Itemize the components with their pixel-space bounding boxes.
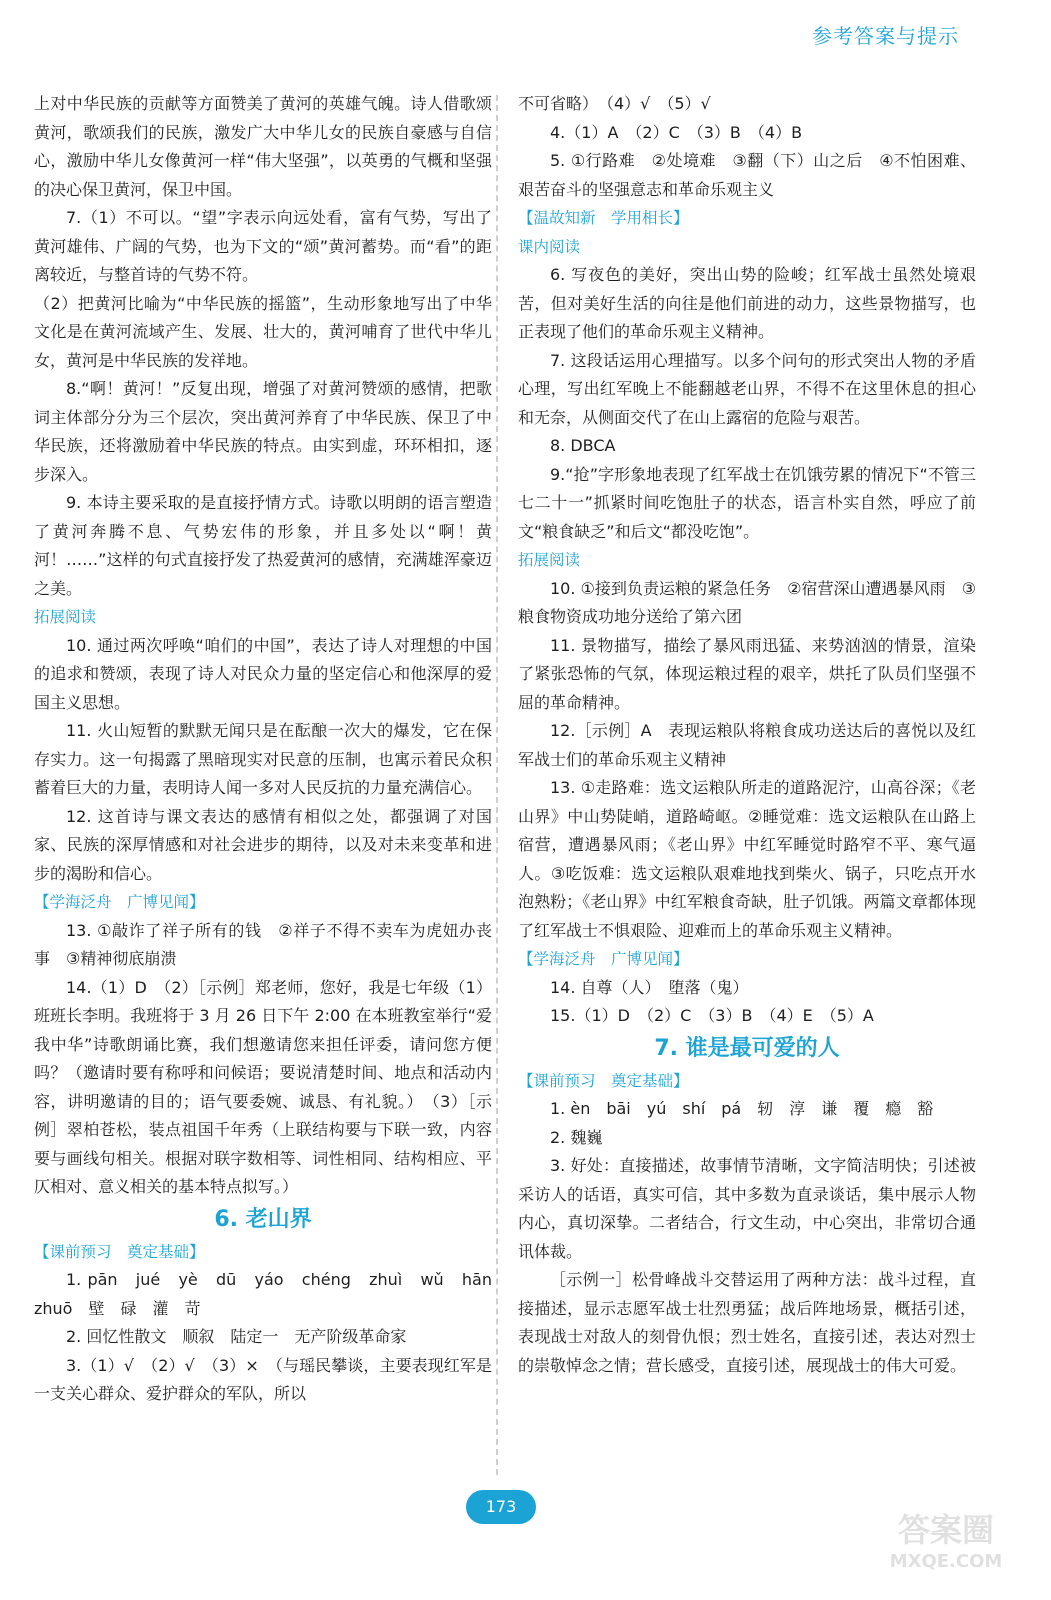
page-number: 173: [466, 1490, 536, 1524]
left-column: [34, 90, 509, 1409]
section-label: 课内阅读: [518, 237, 581, 256]
answer-paragraph: 8.“啊！黄河！”反复出现，增强了对黄河赞颂的感情，把歌词主体部分分为三个层次，突出黄河养育了中华民族、保卫了中华民族，还将激励着中华民族的特点。由实到虚，环环相扣，逐步深入。: [34, 379, 492, 484]
answer-paragraph: 11. 火山短暂的默默无闻只是在酝酿一次大的爆发，它在保存实力。这一句揭露了黑暗现实对民意的压制，也寓示着民众积蓄着巨大的力量，表明诗人闻一多对人民反抗的力量充满信心。: [34, 721, 492, 797]
section-label: 拓展阅读: [518, 551, 581, 569]
answer-paragraph: 13. ①走路难：选文运粮队所走的道路泥泞，山高谷深；《老山界》中山势陡峭，道路崎岖。②睡觉难：选文运粮队在山路上宿营，遭遇暴风雨；《老山界》中红军睡觉时路窄不平、寒气逼人。③吃饭难：选文运粮队艰难地找到柴火、锅子，只吃点开水泡熟粉；《老山界》中红军粮食奇缺，肚子饥饿。两篇文章都体现了红军战士不惧艰险、迎难而上的革命乐观主义精神。: [518, 778, 976, 940]
answer-paragraph: 15.（1）D （2）C （3）B （4）E （5）A: [550, 1006, 874, 1025]
right-column: [518, 90, 976, 1380]
answer-paragraph: 2. 回忆性散文 顺叙 陆定一 无产阶级革命家: [66, 1327, 407, 1346]
continued-paragraph: （2）把黄河比喻为“中华民族的摇篮”，生动形象地写出了中华文化是在黄河流域产生、发展、壮大的，黄河哺育了世代中华儿女，黄河是中华民族的发祥地。: [34, 293, 492, 370]
answer-paragraph: 3.（1）√ （2）√ （3）× （与瑶民攀谈，主要表现红军是一支关心群众、爱护群众的军队，所以: [34, 1355, 492, 1403]
answer-paragraph: 14.（1）D （2）［示例］郑老师，您好，我是七年级（1）班班长李明。我班将于 3 月 26 日下午 2:00 在本班教室举行“爱我中华”诗歌朗诵比赛，我们想邀请您来担任评委，请问您方便吗？（邀请时要有称呼和问候语；要说清楚时间、地点和活动内容，讲明邀请的目的；语气要委婉、诚恳、有礼貌。） （3）［示例］翠柏苍松，装点祖国千年秀（上联结构要与下联一致，内容要与画线句相关。根据对联字数相等、词性相同、结构相应、平仄相对、意义相关的基本特点拟写。）: [34, 977, 492, 1196]
answer-paragraph: 1. pān jué yè dū yáo chéng zhuì wǔ hān zhuō 壁 碌 灌 苛: [34, 1270, 509, 1318]
watermark-line1: 答案圈: [897, 1511, 994, 1549]
answer-paragraph: 8. DBCA: [550, 436, 616, 455]
watermark-logo: [871, 1510, 1021, 1580]
answer-paragraph: 13. ①敲诈了祥子所有的钱 ②祥子不得不卖车为虎妞办丧事 ③精神彻底崩溃: [34, 920, 492, 968]
answer-paragraph: 5. ①行路难 ②处境难 ③翻（下）山之后 ④不怕困难、艰苦奋斗的坚强意志和革命乐观主义: [518, 151, 976, 199]
answer-paragraph: 9. 本诗主要采取的是直接抒情方式。诗歌以明朗的语言塑造了黄河奔腾不息、气势宏伟的形象，并且多处以“啊！黄河！……”这样的句式直接抒发了热爱黄河的感情，充满雄浑豪迈之美。: [34, 493, 492, 598]
section-tag: 【课前预习 奠定基础】: [518, 1071, 689, 1090]
watermark-line2: MXQE.COM: [889, 1551, 1003, 1572]
lesson-title: 6. 老山界: [214, 1206, 312, 1232]
section-tag: 【学海泛舟 广博见闻】: [518, 950, 689, 968]
lesson-title: 7. 谁是最可爱的人: [654, 1035, 840, 1061]
answer-paragraph: 7. 这段话运用心理描写。以多个问句的形式突出人物的矛盾心理，写出红军晚上不能翻越老山界，不得不在这里休息的担心和无奈，从侧面交代了在山上露宿的危险与艰苦。: [518, 350, 976, 427]
answer-paragraph: 14. 自尊（人） 堕落（鬼）: [550, 977, 749, 997]
answer-paragraph: 9.“抢”字形象地表现了红军战士在饥饿劳累的情况下“不管三七二十一”抓紧时间吃饱肚子的状态，语言朴实自然，呼应了前文“粮食缺乏”和后文“都没吃饱”。: [518, 464, 976, 541]
section-tag: 【学海泛舟 广博见闻】: [34, 893, 205, 911]
answer-paragraph: 7.（1）不可以。“望”字表示向远处看，富有气势，写出了黄河雄伟、广阔的气势，也为下文的“颂”黄河蓄势。而“看”的距离较近，与整首诗的气势不符。: [34, 208, 492, 284]
answer-paragraph: 11. 景物描写，描绘了暴风雨迅猛、来势汹汹的情景，渲染了紧张恐怖的气氛，体现运粮过程的艰辛，烘托了队员们坚强不屈的革命精神。: [518, 635, 976, 712]
answer-paragraph: 6. 写夜色的美好，突出山势的险峻；红军战士虽然处境艰苦，但对美好生活的向往是他们前进的动力，这些景物描写，也正表现了他们的革命乐观主义精神。: [518, 265, 976, 341]
answer-paragraph: ［示例一］松骨峰战斗交替运用了两种方法：战斗过程，直接描述，显示志愿军战士壮烈勇猛；战后阵地场景，概括引述，表现战士对敌人的刻骨仇恨；烈士姓名，直接引述，表达对烈士的崇敬悼念之情；营长感受，直接引述，展现战士的伟大可爱。: [518, 1270, 976, 1375]
answer-paragraph: 1. èn bāi yú shí pá 轫 淳 谦 覆 瘾 豁: [550, 1099, 934, 1118]
answer-paragraph: 12.［示例］A 表现运粮队将粮食成功送达后的喜悦以及红军战士们的革命乐观主义精神: [518, 721, 976, 769]
header-title: 参考答案与提示: [812, 24, 959, 48]
answer-paragraph: 10. ①接到负责运粮的紧急任务 ②宿营深山遭遇暴风雨 ③粮食物资成功地分送给了第六团: [518, 578, 976, 626]
continued-paragraph: 上对中华民族的贡献等方面赞美了黄河的英雄气魄。诗人借歌颂黄河，歌颂我们的民族，激发广大中华儿女的民族自豪感与自信心，激励中华儿女像黄河一样“伟大坚强”，以英勇的气概和坚强的决心保卫黄河，保卫中国。: [34, 94, 492, 199]
answer-paragraph: 3. 好处：直接描述，故事情节清晰，文字简洁明快；引述被采访人的话语，真实可信，其中多数为直录谈话，集中展示人物内心，真切深挚。二者结合，行文生动，中心突出，非常切合通讯体裁。: [518, 1156, 976, 1261]
answer-paragraph: 4.（1）A （2）C （3）B （4）B: [550, 122, 803, 142]
answer-paragraph: 12. 这首诗与课文表达的感情有相似之处，都强调了对国家、民族的深厚情感和对社会进步的期待，以及对未来变革和进步的渴盼和信心。: [34, 806, 492, 883]
section-tag: 【温故知新 学用相长】: [518, 209, 689, 227]
answer-paragraph: 2. 魏巍: [550, 1127, 603, 1147]
section-label: 拓展阅读: [34, 608, 97, 626]
answer-paragraph: 10. 通过两次呼唤“咱们的中国”，表达了诗人对理想的中国的追求和赞颂，表现了诗人对民众力量的坚定信心和他深厚的爱国主义思想。: [34, 635, 492, 712]
section-tag: 【课前预习 奠定基础】: [34, 1242, 205, 1261]
continued-paragraph: 不可省略） （4）√ （5）√: [518, 94, 711, 113]
column-divider: [496, 95, 498, 1475]
